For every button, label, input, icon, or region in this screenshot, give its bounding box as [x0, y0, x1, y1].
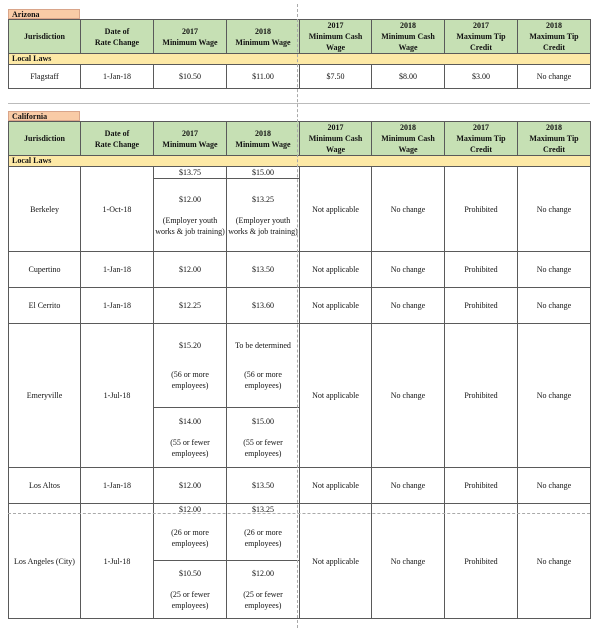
california-section: [8, 111, 590, 619]
california-table: [8, 121, 591, 619]
section-divider: [8, 103, 590, 104]
table-row-emeryville: Emeryville 1-Jul-18 $15.20 (56 or more employees) $14.00 (55 or fewer employees) To be determined (56 or more employees) $15.00 (55 or fewer employees) Not applicable No change Prohibited No change: [9, 324, 591, 468]
table-row-cupertino: Cupertino 1-Jan-18 $12.00 $13.50 Not applicable No change Prohibited No change: [9, 252, 591, 288]
table-row-berkeley: Berkeley 1-Oct-18 $13.75 $12.00 (Employer youth works & job training) $15.00 $13.25 (Employer youth works & job training) Not applicable No change Prohibited No change: [9, 167, 591, 252]
state-label-california: California: [8, 111, 80, 121]
header-min2018: 2018 Minimum Wage: [227, 20, 300, 54]
local-laws-row: Local Laws: [9, 156, 591, 167]
header-cash2017: 2017 Minimum Cash Wage: [300, 20, 372, 54]
state-label-arizona: Arizona: [8, 9, 80, 19]
header-row: Jurisdiction Date of Rate Change 2017 Minimum Wage 2018 Minimum Wage 2017 Minimum Cash Wage 2018 Minimum Cash Wage 2017 Maximum Tip Credit 2018 Maximum Tip Credit: [9, 122, 591, 156]
page-guide-line: [8, 513, 590, 514]
header-cash2018: 2018 Minimum Cash Wage: [372, 20, 445, 54]
table-row-los-angeles: Los Angeles (City) 1-Jul-18 $12.00 (26 or more employees) $10.50 (25 or fewer employees) $13.25 (26 or more employees) $12.00 (25 or fewer employees) Not applicable No change Prohibited No change: [9, 504, 591, 619]
table-row-el-cerrito: El Cerrito 1-Jan-18 $12.25 $13.60 Not applicable No change Prohibited No change: [9, 288, 591, 324]
header-row: [9, 20, 591, 54]
header-jurisdiction: Jurisdiction: [9, 20, 81, 54]
header-date: Date of Rate Change: [81, 20, 154, 54]
table-row: Flagstaff 1-Jan-18 $10.50 $11.00 $7.50 $8.00 $3.00 No change: [9, 65, 591, 89]
header-tip2017: 2017 Maximum Tip Credit: [445, 20, 518, 54]
arizona-section: [8, 9, 590, 89]
arizona-table: [8, 19, 591, 89]
page-guide-line: [297, 4, 298, 628]
table-row-los-altos: Los Altos 1-Jan-18 $12.00 $13.50 Not applicable No change Prohibited No change: [9, 468, 591, 504]
local-laws-row: Local Laws: [9, 54, 591, 65]
header-min2017: 2017 Minimum Wage: [154, 20, 227, 54]
header-tip2018: 2018 Maximum Tip Credit: [518, 20, 591, 54]
